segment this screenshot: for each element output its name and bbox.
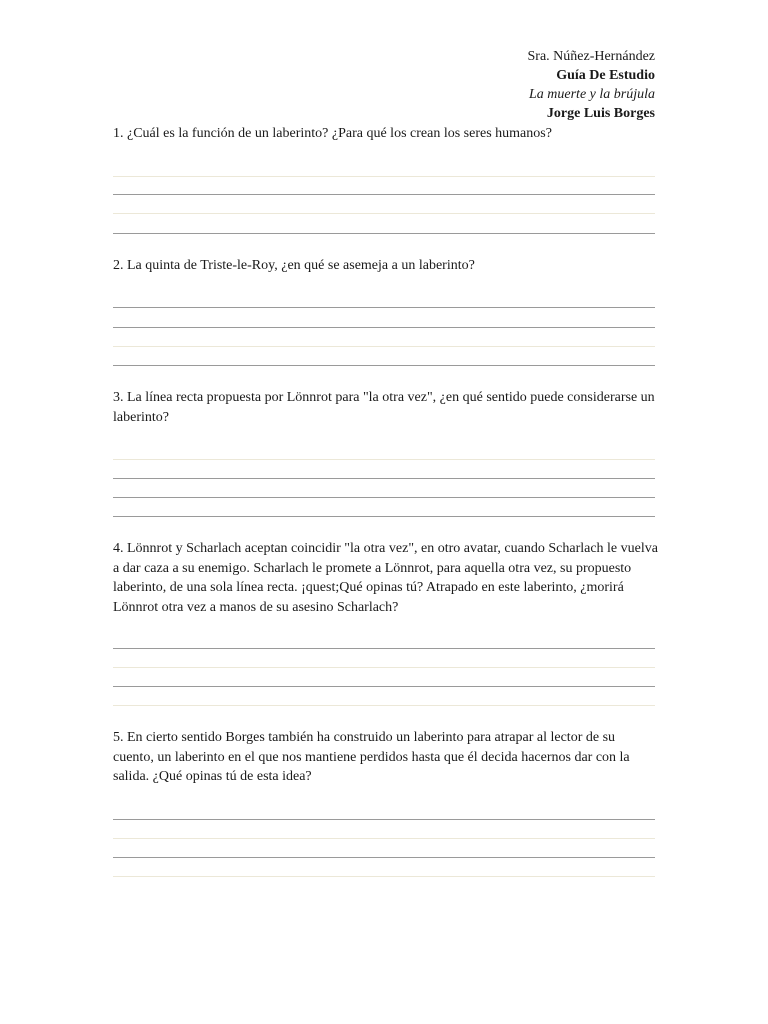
answer-line xyxy=(113,176,655,177)
answer-line xyxy=(113,876,655,877)
answer-line xyxy=(113,233,655,234)
answer-line xyxy=(113,667,655,668)
answer-line xyxy=(113,857,655,858)
work-title: La muerte y la brújula xyxy=(529,87,655,102)
answer-line xyxy=(113,838,655,839)
question-2: 2. La quinta de Triste-le-Roy, ¿en qué se asemeja a un laberinto? xyxy=(113,258,475,273)
question-4: 4. Lönnrot y Scharlach aceptan coincidir "la otra vez", en otro avatar, cuando Scharlach le vuelva a dar caza a su enemigo. Scharlach le promete a Lönnrot, para aquella otra vez, su propuesto laberinto, de una sola línea recta. ¡quest;Qué opinas tú? Atrapado en este laberinto, ¿morirá Lönnrot otra vez a manos de su asesino Scharlach? xyxy=(113,541,658,615)
question-1: 1. ¿Cuál es la función de un laberinto? ¿Para qué los crean los seres humanos? xyxy=(113,126,552,141)
answer-line xyxy=(113,516,655,517)
answer-line xyxy=(113,346,655,347)
question-3: 3. La línea recta propuesta por Lönnrot para "la otra vez", ¿en qué sentido puede considerarse un laberinto? xyxy=(113,390,655,425)
answer-line xyxy=(113,365,655,366)
answer-line xyxy=(113,497,655,498)
question-5: 5. En cierto sentido Borges también ha construido un laberinto para atrapar al lector de su cuento, un laberinto en el que nos mantiene perdidos hasta que él decida hacernos dar con la salida. ¿Qué opinas tú de esta idea? xyxy=(113,730,630,784)
answer-line xyxy=(113,705,655,706)
author-name: Jorge Luis Borges xyxy=(546,106,655,121)
answer-line xyxy=(113,648,655,649)
teacher-name: Sra. Núñez-Hernández xyxy=(527,49,655,64)
answer-line xyxy=(113,327,655,328)
answer-line xyxy=(113,478,655,479)
answer-line xyxy=(113,307,655,308)
answer-line xyxy=(113,686,655,687)
answer-line xyxy=(113,213,655,214)
document-header xyxy=(528,47,656,123)
answer-line xyxy=(113,459,655,460)
answer-line xyxy=(113,194,655,195)
guide-title: Guía De Estudio xyxy=(556,68,655,83)
answer-line xyxy=(113,819,655,820)
